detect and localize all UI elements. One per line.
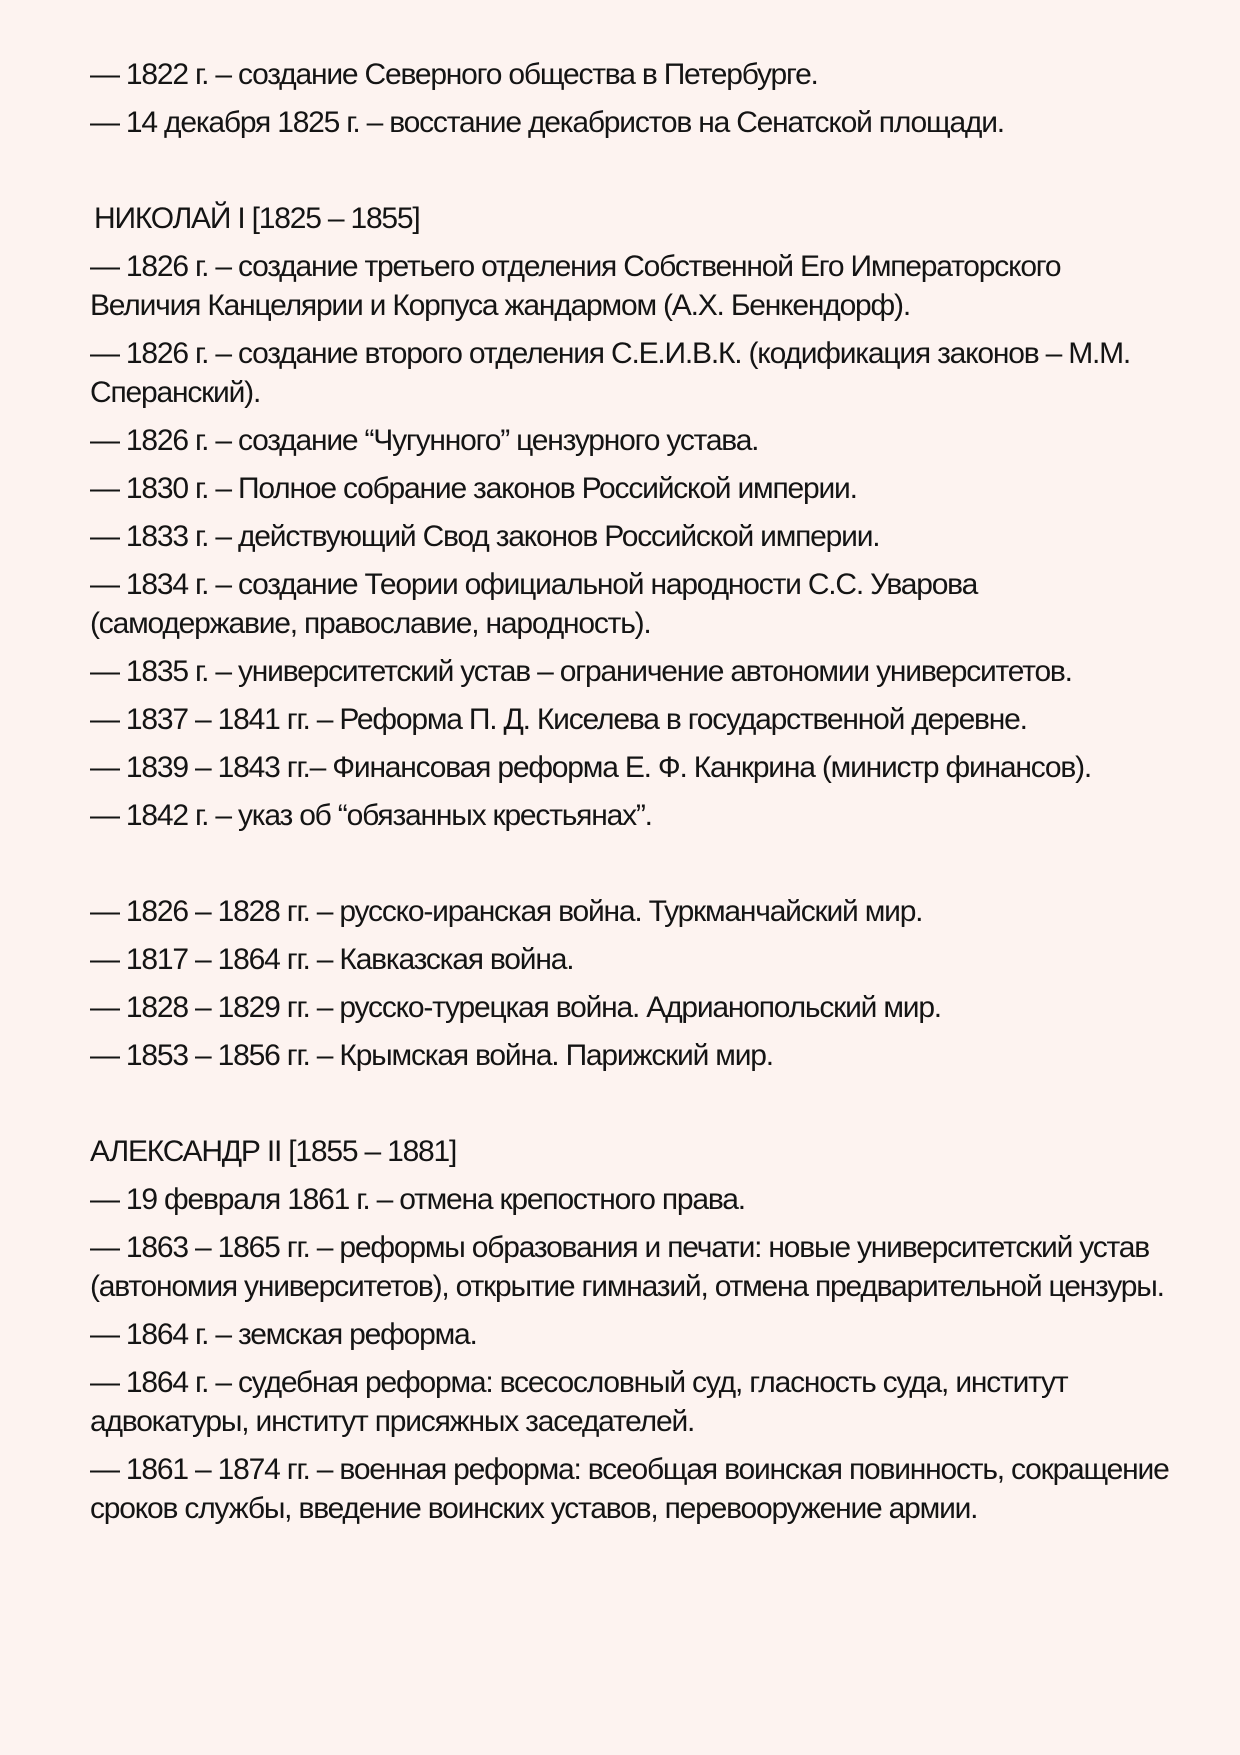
timeline-entry: — 1828 – 1829 гг. – русско-турецкая война. Адрианопольский мир.: [90, 991, 941, 1024]
timeline-entry: — 1839 – 1843 гг.– Финансовая реформа Е. Ф. Канкрина (министр финансов).: [90, 751, 1092, 784]
section-gap: [90, 1084, 1170, 1132]
timeline-entry: — 1842 г. – указ об “обязанных крестьянах”.: [90, 799, 652, 832]
timeline-entry: — 1826 – 1828 гг. – русско-иранская война. Туркманчайский мир.: [90, 895, 923, 928]
timeline-entry: — 1830 г. – Полное собрание законов Российской империи.: [90, 472, 857, 505]
timeline-entry: — 1833 г. – действующий Свод законов Российской империи.: [90, 520, 880, 553]
document-page: [90, 55, 1170, 1537]
timeline-entry: — 1826 г. – создание второго отделения С.Е.И.В.К. (кодификация законов – М.М. Сперанский).: [90, 337, 1131, 409]
alexander-section: [90, 1132, 1170, 1528]
timeline-entry: — 1864 г. – судебная реформа: всесословный суд, гласность суда, институт адвокатуры, институт присяжных заседателей.: [90, 1366, 1068, 1438]
nicholas-section: [90, 199, 1170, 835]
timeline-entry: — 1837 – 1841 гг. – Реформа П. Д. Киселева в государственной деревне.: [90, 703, 1027, 736]
timeline-entry: — 1861 – 1874 гг. – военная реформа: всеобщая воинская повинность, сокращение сроков службы, введение воинских уставов, перевооружение армии.: [90, 1453, 1169, 1525]
timeline-entry: — 1826 г. – создание “Чугунного” цензурного устава.: [90, 424, 759, 457]
timeline-entry: — 1853 – 1856 гг. – Крымская война. Парижский мир.: [90, 1039, 773, 1072]
timeline-entry: — 1817 – 1864 гг. – Кавказская война.: [90, 943, 574, 976]
timeline-entry: — 1835 г. – университетский устав – ограничение автономии университетов.: [90, 655, 1072, 688]
timeline-entry: — 1834 г. – создание Теории официальной народности С.С. Уварова (самодержавие, православие, народность).: [90, 568, 978, 640]
timeline-entry: — 14 декабря 1825 г. – восстание декабристов на Сенатской площади.: [90, 106, 1004, 139]
section-heading: АЛЕКСАНДР II [1855 – 1881]: [90, 1135, 457, 1168]
timeline-entry: — 19 февраля 1861 г. – отмена крепостного права.: [90, 1183, 745, 1216]
timeline-entry: — 1826 г. – создание третьего отделения Собственной Его Императорского Величия Канцелярии и Корпуса жандармом (А.Х. Бенкендорф).: [90, 250, 1061, 322]
timeline-entry: — 1822 г. – создание Северного общества в Петербурге.: [90, 58, 818, 91]
timeline-entry: — 1864 г. – земская реформа.: [90, 1318, 477, 1351]
decembrists-section: [90, 55, 1170, 142]
section-gap: [90, 151, 1170, 199]
section-heading: НИКОЛАЙ I [1825 – 1855]: [94, 202, 420, 235]
timeline-entry: — 1863 – 1865 гг. – реформы образования и печати: новые университетский устав (автономия университетов), открытие гимназий, отмена предварительной цензуры.: [90, 1231, 1164, 1303]
section-gap: [90, 844, 1170, 892]
nicholas-wars-section: [90, 892, 1170, 1075]
